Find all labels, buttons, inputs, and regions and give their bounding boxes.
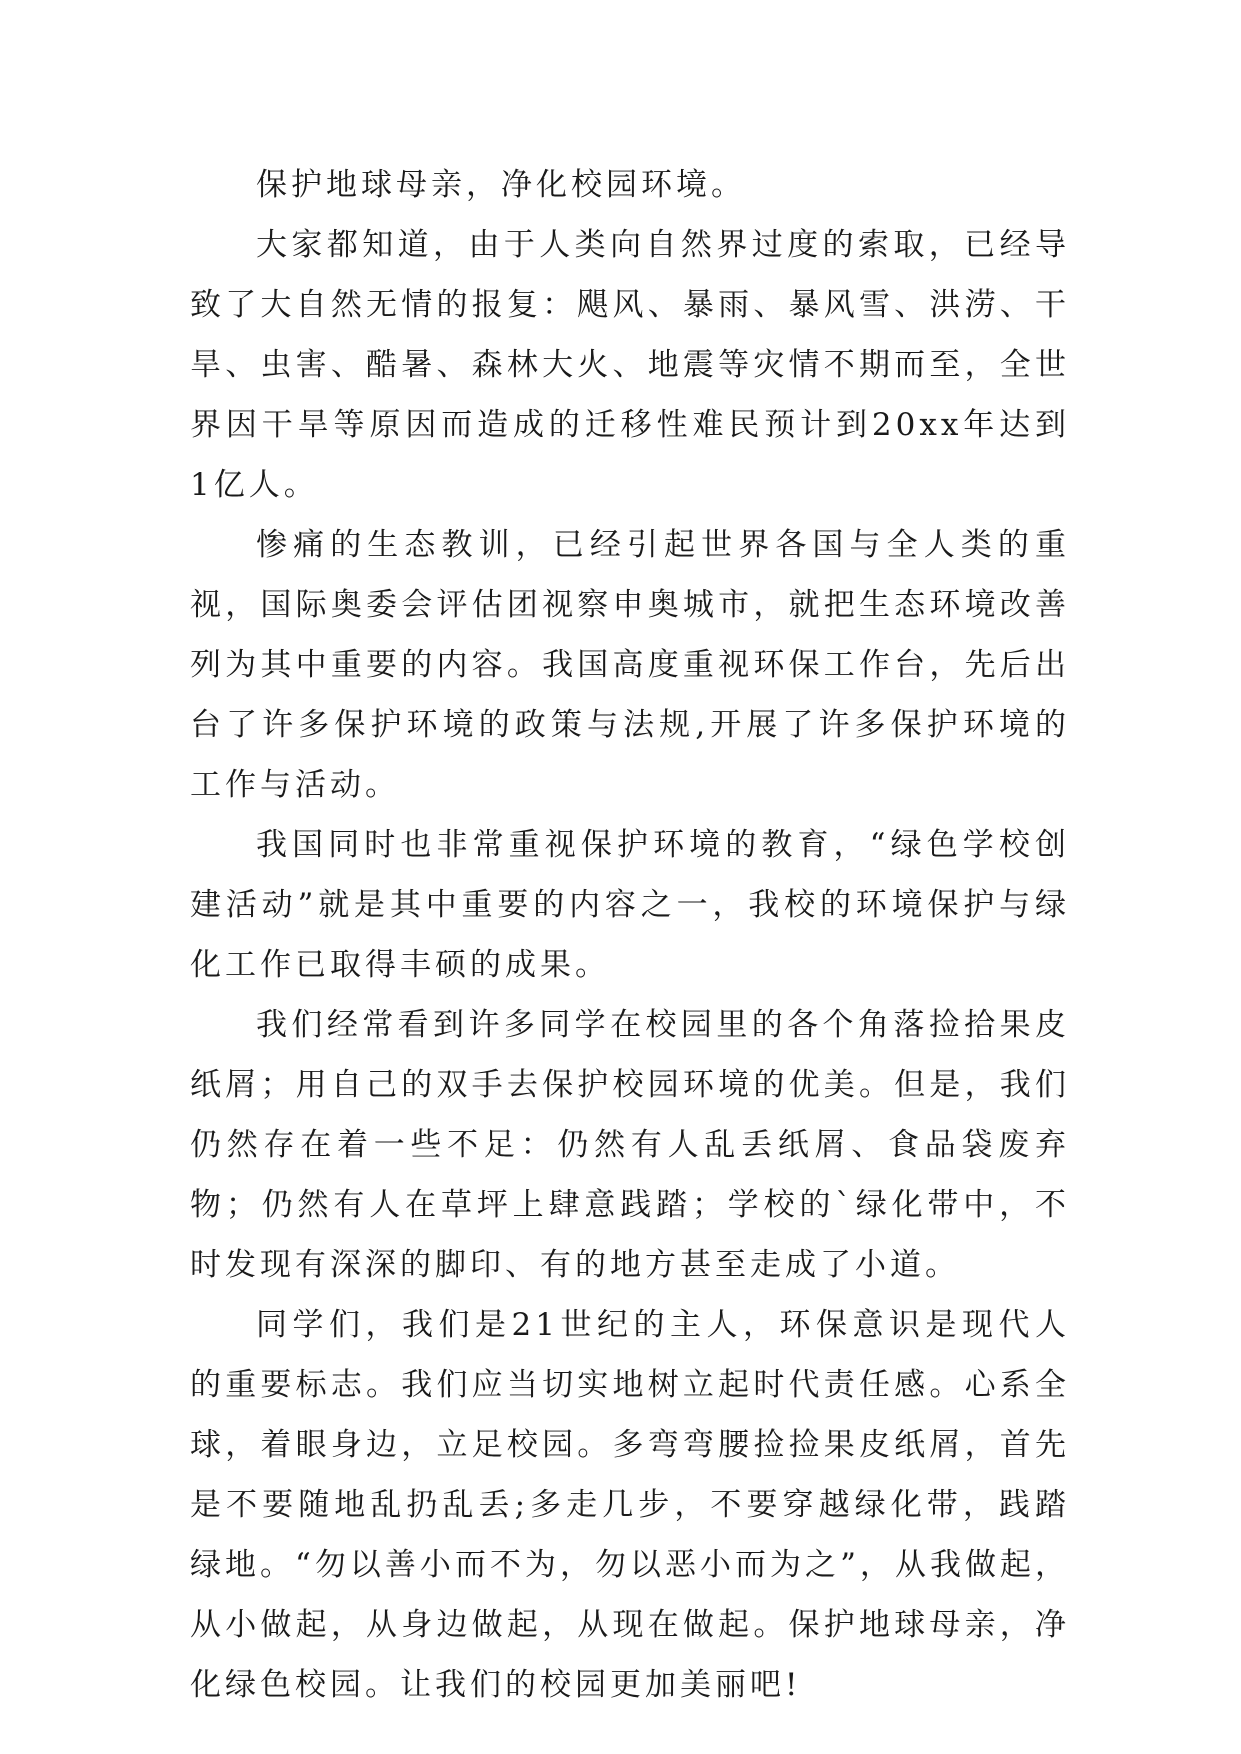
document-body bbox=[190, 155, 1070, 1715]
paragraph-title: 保护地球母亲，净化校园环境。 bbox=[256, 167, 746, 203]
paragraph-call-to-action: 同学们，我们是21世纪的主人，环保意识是现代人的重要标志。我们应当切实地树立起时代责任感。心系全球，着眼身边，立足校园。多弯弯腰捡捡果皮纸屑，首先是不要随地乱扔乱丢;多走几步，不要穿越绿化带，践踏绿地。“勿以善小而不为，勿以恶小而为之”，从我做起，从小做起，从身边做起，从现在做起。保护地球母亲，净化绿色校园。让我们的校园更加美丽吧! bbox=[190, 1307, 1070, 1703]
paragraph-disasters: 大家都知道，由于人类向自然界过度的索取，已经导致了大自然无情的报复：飓风、暴雨、暴风雪、洪涝、干旱、虫害、酷暑、森林大火、地震等灾情不期而至，全世界因干旱等原因而造成的迁移性难民预计到20xx年达到1亿人。 bbox=[190, 227, 1070, 503]
paragraph-green-school: 我国同时也非常重视保护环境的教育，“绿色学校创建活动”就是其中重要的内容之一，我校的环境保护与绿化工作已取得丰硕的成果。 bbox=[190, 827, 1070, 983]
paragraph-lessons: 惨痛的生态教训，已经引起世界各国与全人类的重视，国际奥委会评估团视察申奥城市，就把生态环境改善列为其中重要的内容。我国高度重视环保工作台，先后出台了许多保护环境的政策与法规,开展了许多保护环境的工作与活动。 bbox=[190, 527, 1070, 803]
paragraph-campus-issues: 我们经常看到许多同学在校园里的各个角落捡拾果皮纸屑；用自己的双手去保护校园环境的优美。但是，我们仍然存在着一些不足：仍然有人乱丢纸屑、食品袋废弃物；仍然有人在草坪上肆意践踏；学校的`绿化带中，不时发现有深深的脚印、有的地方甚至走成了小道。 bbox=[190, 1007, 1070, 1283]
